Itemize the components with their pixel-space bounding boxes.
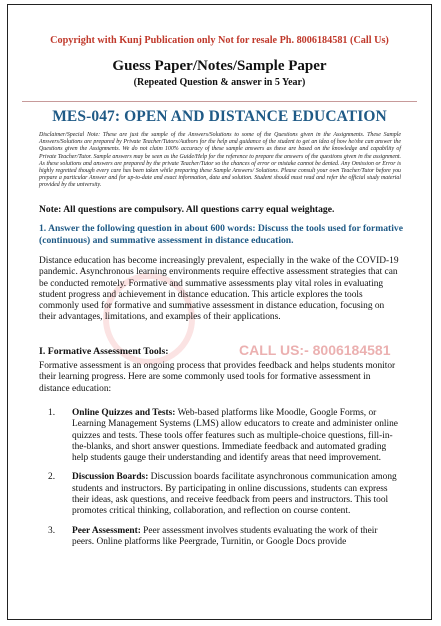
section-heading: I. Formative Assessment Tools: <box>39 346 169 357</box>
list-item-title: Discussion Boards: <box>72 472 149 483</box>
tools-list <box>48 408 401 556</box>
list-item-number: 1. <box>48 408 56 418</box>
list-item-text: Peer assessment involves students evaluating the work of their peers. Online platforms like Peergrade, Turnitin, or Google Docs provide <box>72 525 378 547</box>
list-item-number: 3. <box>48 525 56 536</box>
header-divider <box>22 101 417 102</box>
disclaimer-text: Disclaimer/Special Note: These are just the sample of the Answers/Solutions to some of the Questions given in the Assignments. These Sample Answers/Solutions are prepared by Private Teacher/Tutors/Authors for the help and guidance of the student to get an idea of how he/she can answer the Questions given the Assignments. We do not claim 100% accuracy of these sample answers as these are based on the knowledge and capability of Private Teacher/Tutor. Sample answers may be seen as the Guide/Help for the reference to prepare the answers of the questions given in the assignment. As these solutions and answers are prepared by the private Teacher/Tutor so the chances of error or mistake cannot be denied. Any Omission or Error is highly regretted though every care has been taken while preparing these Sample Answers/ Solutions. Please consult your own Teacher/Tutor before you prepare a particular Answer and for up-to-date and exact information, data and solution. Student should must read and refer the official study material provided by the university. <box>39 132 401 189</box>
list-item <box>48 408 401 464</box>
header-subtitle: (Repeated Question & answer in 5 Year) <box>133 77 306 88</box>
list-item-title: Online Quizzes and Tests: <box>72 408 176 418</box>
intro-paragraph: Distance education has become increasingly prevalent, especially in the wake of the COVID-19 pandemic. Asynchronous learning environments require effective assessment strategies that can be conducted remotely. Formative and summative assessments play vital roles in evaluating student progress and achievement in distance education. This article explores the tools commonly used for formative and summative assessment in distance education, focusing on their advantages, limitations, and examples of their applications. <box>39 256 399 323</box>
section-intro-paragraph: Formative assessment is an ongoing process that provides feedback and helps students monitor their learning progress. Here are some commonly used tools for formative assessment in distance education: <box>39 361 396 394</box>
list-item-number: 2. <box>48 472 56 483</box>
list-item-text: Web-based platforms like Moodle, Google Forms, or Learning Management Systems (LMS) allow educators to create and administer online quizzes and tests. These tools offer features such as multiple-choice questions, fill-in-the-blanks, and short answer questions. Immediate feedback and automated grading help students gauge their understanding and identify areas that need improvement. <box>72 408 398 464</box>
list-item <box>48 472 401 517</box>
watermark-call-us: CALL US:- 8006184581 <box>239 342 391 358</box>
header-title: Guess Paper/Notes/Sample Paper <box>112 58 327 74</box>
copyright-line: Copyright with Kunj Publication only Not for resale Ph. 8006184581 (Call Us) <box>50 35 389 46</box>
list-item-title: Peer Assessment: <box>72 525 141 536</box>
list-item <box>48 526 401 549</box>
instructions-note: Note: All questions are compulsory. All questions carry equal weightage. <box>39 204 335 215</box>
page-frame <box>7 4 432 620</box>
document-title: MES-047: OPEN AND DISTANCE EDUCATION <box>52 108 387 125</box>
question-heading: 1. Answer the following question in about 600 words: Discuss the tools used for formative (continuous) and summative assessment in distance education. <box>39 223 403 246</box>
list-item-text: Discussion boards facilitate asynchronous communication among students and instructors. By participating in online discussions, students can express their ideas, ask questions, and receive feedback from peers and instructors. This tool promotes critical thinking, collaboration, and reflection on course content. <box>72 472 397 517</box>
